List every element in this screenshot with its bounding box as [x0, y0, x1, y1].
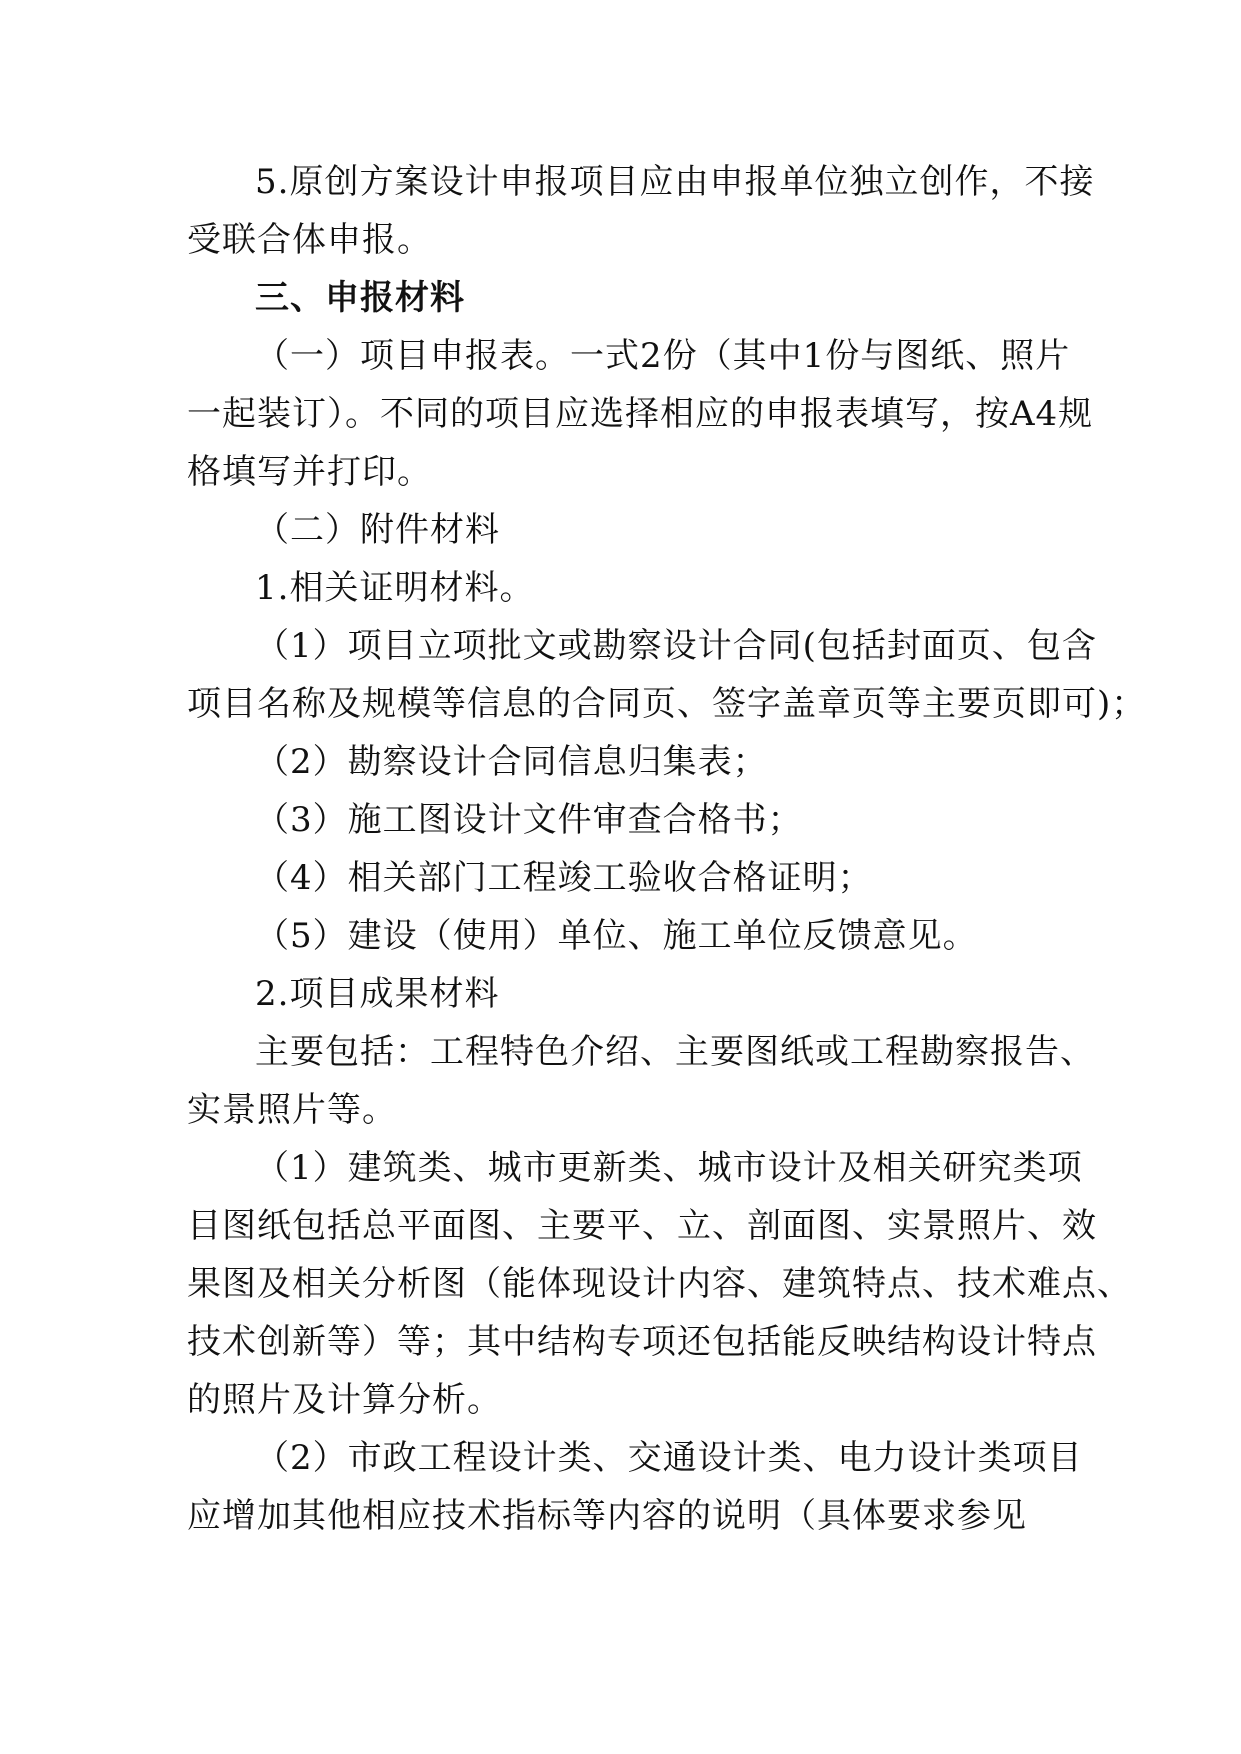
list-item-proof-materials: 1.相关证明材料。	[255, 568, 535, 608]
paragraph-line-application-form-cont2: 格填写并打印。	[187, 452, 432, 492]
subheading-attachments: （二）附件材料	[255, 510, 500, 550]
list-item-municipal: （2）市政工程设计类、交通设计类、电力设计类项目	[255, 1438, 1083, 1478]
list-item-contract: （1）项目立项批文或勘察设计合同(包括封面页、包含	[255, 626, 1097, 666]
paragraph-line-application-form: （一）项目申报表。一式2份（其中1份与图纸、照片	[255, 336, 1071, 376]
list-item-architecture-cont2: 果图及相关分析图（能体现设计内容、建筑特点、技术难点、	[187, 1264, 1132, 1304]
list-item-municipal-cont: 应增加其他相应技术指标等内容的说明（具体要求参见	[187, 1496, 1027, 1536]
list-item-acceptance-proof: （4）相关部门工程竣工验收合格证明；	[255, 858, 873, 898]
list-item-architecture-cont1: 目图纸包括总平面图、主要平、立、剖面图、实景照片、效	[187, 1206, 1097, 1246]
list-item-architecture-cont4: 的照片及计算分析。	[187, 1380, 502, 1420]
paragraph-line-application-form-cont1: 一起装订）。不同的项目应选择相应的申报表填写，按A4规	[187, 394, 1094, 434]
paragraph-line-main-contents: 主要包括：工程特色介绍、主要图纸或工程勘察报告、	[255, 1032, 1095, 1072]
list-item-project-results: 2.项目成果材料	[255, 974, 500, 1014]
paragraph-line-item5: 5.原创方案设计申报项目应由申报单位独立创作，不接	[255, 162, 1095, 202]
paragraph-line-item5-cont: 受联合体申报。	[187, 220, 432, 260]
section-heading-materials: 三、申报材料	[255, 278, 465, 318]
paragraph-line-main-contents-cont: 实景照片等。	[187, 1090, 397, 1130]
list-item-contract-cont: 项目名称及规模等信息的合同页、签字盖章页等主要页即可)；	[187, 684, 1147, 724]
list-item-architecture-cont3: 技术创新等）等；其中结构专项还包括能反映结构设计特点	[187, 1322, 1097, 1362]
list-item-contract-info-form: （2）勘察设计合同信息归集表；	[255, 742, 768, 782]
list-item-architecture: （1）建筑类、城市更新类、城市设计及相关研究类项	[255, 1148, 1083, 1188]
list-item-review-certificate: （3）施工图设计文件审查合格书；	[255, 800, 803, 840]
list-item-feedback: （5）建设（使用）单位、施工单位反馈意见。	[255, 916, 978, 956]
